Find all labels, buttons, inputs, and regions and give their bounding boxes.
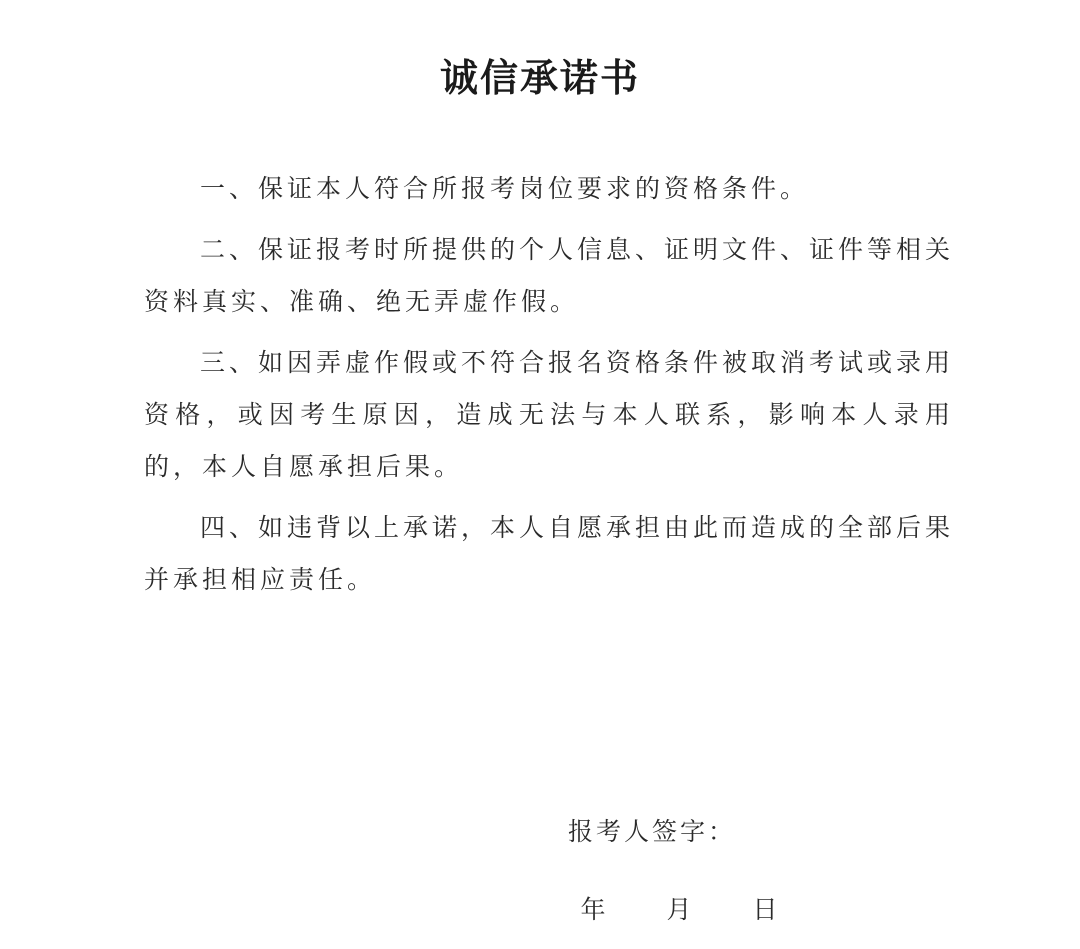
pledge-paragraph-2: 二、保证报考时所提供的个人信息、证明文件、证件等相关资料真实、准确、绝无弄虚作假。	[144, 235, 955, 316]
date-line	[550, 886, 808, 934]
date-month-label: 月	[666, 895, 692, 924]
pledge-paragraph-3: 三、如因弄虚作假或不符合报名资格条件被取消考试或录用资格，或因考生原因，造成无法与本人联系，影响本人录用的，本人自愿承担后果。	[144, 348, 955, 481]
pledge-paragraph-1: 一、保证本人符合所报考岗位要求的资格条件。	[200, 174, 810, 203]
document-body	[144, 163, 954, 606]
document-title: 诚信承诺书	[439, 56, 640, 100]
signature-label: 报考人签字：	[568, 817, 737, 846]
date-year-label: 年	[580, 895, 606, 924]
pledge-paragraph-4: 四、如违背以上承诺，本人自愿承担由此而造成的全部后果并承担相应责任。	[144, 513, 955, 594]
date-day-label: 日	[752, 895, 778, 924]
